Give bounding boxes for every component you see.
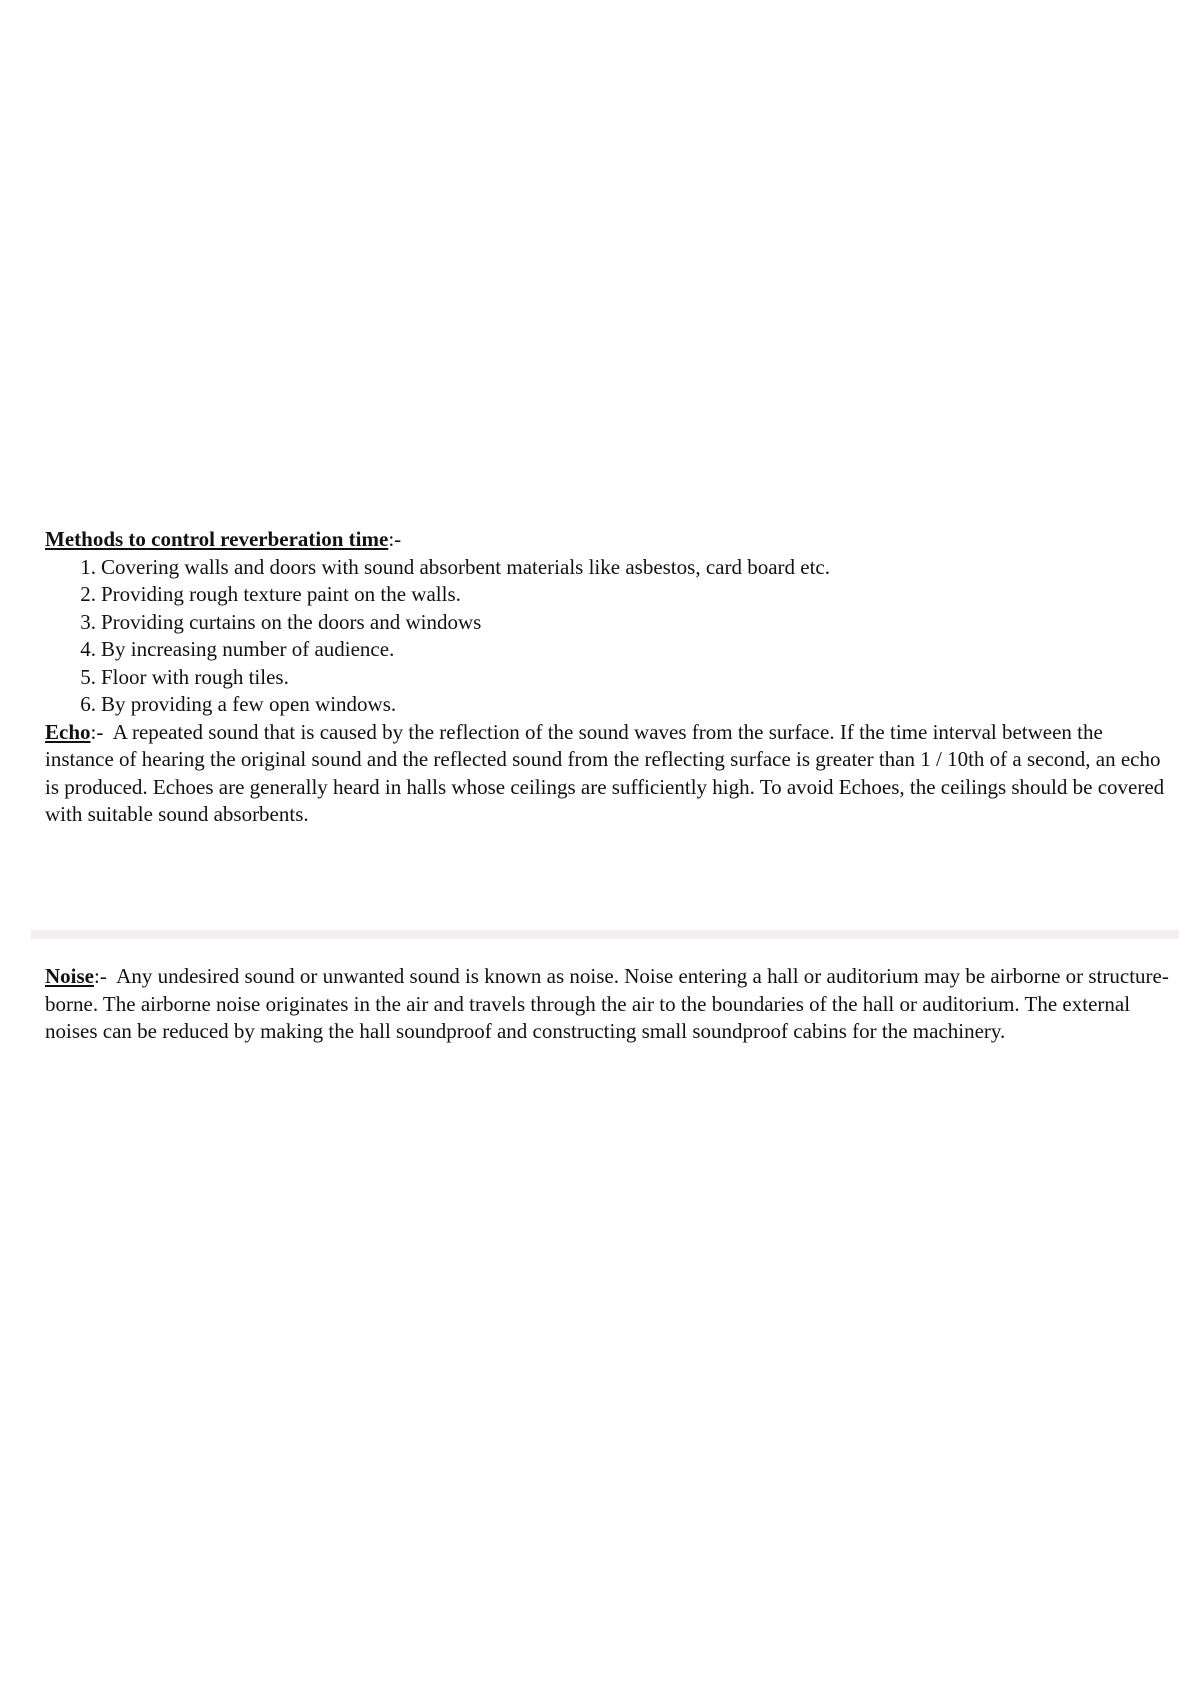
list-item-number: 2. — [80, 582, 96, 606]
methods-heading-suffix: :- — [388, 527, 402, 551]
list-item — [80, 609, 1175, 637]
list-item-text: Covering walls and doors with sound absorbent materials like asbestos, card board etc. — [101, 554, 830, 579]
echo-heading-suffix: :- — [90, 719, 104, 744]
page-divider — [31, 930, 1179, 939]
list-item-text: Providing rough texture paint on the walls. — [101, 582, 461, 606]
list-item-text: By increasing number of audience. — [101, 637, 395, 661]
echo-heading: Echo — [45, 719, 91, 744]
list-item-number: 3. — [80, 609, 96, 634]
noise-heading: Noise — [45, 964, 94, 988]
list-item — [80, 581, 1175, 609]
list-item-number: 5. — [80, 664, 96, 689]
echo-paragraph — [45, 719, 1175, 829]
list-item — [80, 554, 1175, 582]
methods-and-echo-block — [45, 526, 1175, 829]
noise-block — [45, 963, 1175, 1046]
list-item — [80, 664, 1175, 692]
list-item — [80, 691, 1175, 719]
noise-paragraph — [45, 963, 1175, 1046]
list-item-text: By providing a few open windows. — [101, 692, 397, 716]
methods-list — [45, 554, 1175, 719]
methods-heading-line — [45, 526, 1175, 554]
noise-heading-suffix: :- — [94, 964, 107, 988]
noise-text: Any undesired sound or unwanted sound is known as noise. Noise entering a hall or auditorium may be airborne or structure-borne. The airborne noise originates in the air and travels through the air to the boundaries of the hall or auditorium. The external noises can be reduced by making the hall soundproof and constructing small soundproof cabins for the machinery. — [45, 964, 1169, 1043]
list-item-number: 1. — [80, 554, 96, 579]
methods-heading: Methods to control reverberation time — [45, 527, 389, 551]
echo-text: A repeated sound that is caused by the reflection of the sound waves from the surface. If the time interval between the instance of hearing the original sound and the reflected sound from the reflecting surface is greater than 1 / 10th of a second, an echo is produced. Echoes are generally heard in halls whose ceilings are sufficiently high. To avoid Echoes, the ceilings should be covered with suitable sound absorbents. — [45, 719, 1165, 826]
list-item — [80, 636, 1175, 664]
list-item-text: Floor with rough tiles. — [101, 664, 289, 689]
list-item-text: Providing curtains on the doors and windows — [101, 609, 482, 634]
list-item-number: 6. — [80, 692, 96, 716]
list-item-number: 4. — [80, 637, 96, 661]
